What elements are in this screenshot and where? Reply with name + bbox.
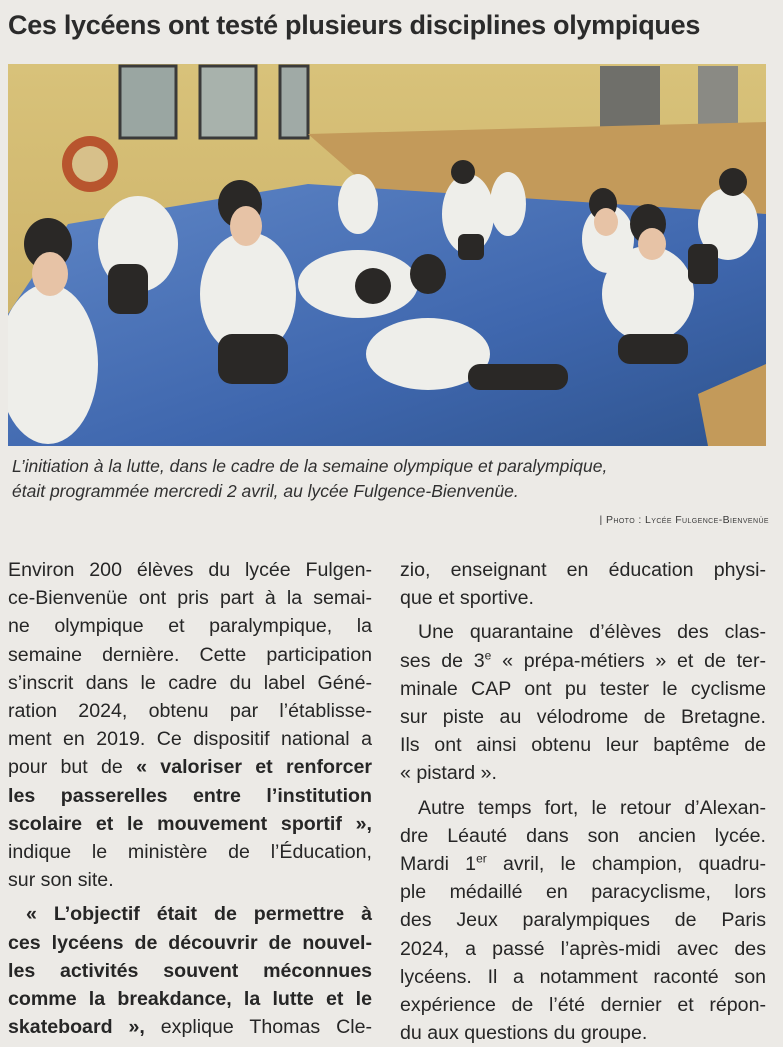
text-line: 2024, a passé l’après-midi avec des	[400, 937, 766, 960]
quote-line: comme la breakdance, la lutte et le	[8, 988, 372, 1011]
text-line: ne olympique et paralympique, la	[8, 615, 372, 638]
text-line: dre Léauté dans son ancien lycée.	[400, 824, 766, 847]
text-line	[400, 647, 766, 675]
text-line: lycéens. Il a notamment raconté son	[400, 965, 766, 988]
text-line: indique le ministère de l’Éducation,	[8, 841, 372, 864]
text-fragment: explique Thomas Cle-	[160, 1016, 372, 1039]
article-column-left	[8, 556, 372, 1041]
text-line: Ils ont ainsi obtenu leur baptême de	[400, 734, 766, 757]
text-line	[8, 753, 372, 781]
text-line: ple médaillé en paracyclisme, lors	[400, 881, 766, 904]
caption-line: L’initiation à la lutte, dans le cadre de la semaine olympique et paralympique,	[12, 456, 608, 476]
text-line: ration 2024, obtenu par l’établisse-	[8, 700, 372, 723]
text-fragment: pour but de	[8, 756, 123, 779]
text-line: des Jeux paralympiques de Paris	[400, 909, 766, 932]
text-line: ce-Bienvenüe ont pris part à la semai-	[8, 587, 372, 610]
quote-line: les passerelles entre l’institution	[8, 784, 372, 807]
text-line: sur son site.	[8, 869, 114, 892]
text-line: ment en 2019. Ce dispositif national a	[8, 728, 372, 751]
text-line: sur piste au vélodrome de Bretagne.	[400, 706, 766, 729]
text-line	[400, 850, 766, 878]
quote-fragment: « valoriser et renforcer	[136, 756, 373, 779]
quote-line: les activités souvent méconnues	[8, 959, 372, 982]
quote-line: « L’objectif était de permettre à	[26, 903, 372, 926]
text-fragment: Mardi 1	[400, 853, 477, 876]
text-line: du aux questions du groupe.	[400, 1022, 648, 1045]
superscript: e	[484, 648, 492, 663]
wrestling-photo	[8, 64, 766, 446]
text-line: « pistard ».	[400, 762, 497, 785]
text-line: Autre temps fort, le retour d’Alexan-	[418, 796, 766, 819]
text-line: minale CAP ont pu tester le cyclisme	[400, 677, 766, 700]
caption-line: était programmée mercredi 2 avril, au lycée Fulgence-Bienvenüe.	[12, 481, 519, 501]
text-line: Environ 200 élèves du lycée Fulgen-	[8, 559, 372, 581]
text-line: s’inscrit dans le cadre du label Géné-	[8, 671, 372, 694]
photo-credit: | Photo : Lycée Fulgence-Bienvenüe	[599, 514, 769, 526]
quote-line: ces lycéens de découvrir de nouvel-	[8, 931, 372, 954]
quote-line: scolaire et le mouvement sportif »,	[8, 812, 372, 835]
text-line: expérience de l’été dernier et répon-	[400, 994, 766, 1017]
superscript: er	[476, 851, 487, 866]
text-line	[8, 1013, 372, 1041]
text-fragment: avril, le champion, quadru-	[502, 853, 767, 876]
text-line: Une quarantaine d’élèves des clas-	[418, 621, 766, 644]
photo-caption	[12, 454, 772, 504]
text-line: zio, enseignant en éducation physi-	[400, 559, 766, 581]
quote-fragment: skateboard »,	[8, 1016, 145, 1039]
article-headline: Ces lycéens ont testé plusieurs disciplines olympiques	[8, 10, 701, 40]
text-line: semaine dernière. Cette participation	[8, 643, 372, 666]
article-column-right	[400, 556, 766, 1047]
text-fragment: « prépa-métiers » et de ter-	[502, 649, 766, 672]
text-fragment: ses de 3	[400, 649, 485, 672]
text-line: que et sportive.	[400, 587, 534, 610]
